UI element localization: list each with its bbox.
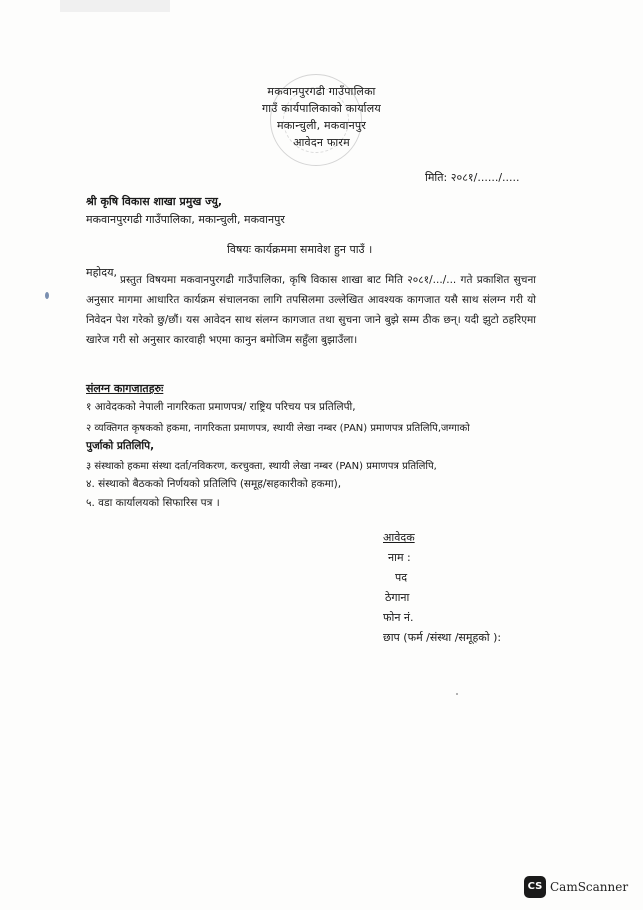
recipient-line-2: मकवानपुरगढी गाउँपालिका, मकान्चुली, मकवानपुर — [86, 213, 285, 226]
camscanner-watermark: CamScanner — [550, 880, 629, 894]
attachment-item: ५. वडा कार्यालयको सिफारिस पत्र । — [86, 497, 220, 509]
applicant-post-field: पद — [395, 571, 408, 584]
applicant-seal-field: छाप (फर्म /संस्था /समूहको ): — [383, 631, 502, 644]
date-line: मिति: २०८१/....../..... — [425, 171, 520, 184]
attachment-item: ३ संस्थाको हकमा संस्था दर्ता/नविकरण, करचुक्ता, स्थायी लेखा नम्बर (PAN) प्रमाणपत्र प्रतिलिपि, — [86, 461, 437, 472]
scan-speck — [45, 292, 49, 299]
office-name: मकवानपुरगढी गाउँपालिका — [267, 85, 376, 98]
attachment-item: १ आवेदकको नेपाली नागरिकता प्रमाणपत्र/ राष्ट्रिय परिचय पत्र प्रतिलिपी, — [86, 401, 356, 413]
applicant-heading: आवेदक — [383, 531, 415, 544]
recipient-line-1: श्री कृषि विकास शाखा प्रमुख ज्यु, — [86, 195, 222, 208]
applicant-name-field: नाम : — [388, 551, 411, 564]
attachment-item: पुर्जाको प्रतिलिपि, — [86, 440, 155, 452]
attachment-item: २ व्यक्तिगत कृषकको हकमा, नागरिकता प्रमाणपत्र, स्थायी लेखा नम्बर (PAN) प्रमाणपत्र प्रतिलिपि,जग्गाको — [86, 423, 470, 434]
attachments-heading: संलग्न कागजातहरुः — [86, 382, 164, 395]
applicant-phone-field: फोन नं. — [383, 611, 414, 624]
scan-speck — [456, 693, 458, 695]
office-subtitle: गाउँ कार्यपालिकाको कार्यालय — [262, 102, 381, 115]
scan-edge-shadow — [60, 0, 170, 12]
camscanner-logo: CS — [524, 876, 546, 898]
office-address: मकान्चुली, मकवानपुर — [276, 119, 367, 132]
applicant-address-field: ठेगाना — [385, 591, 410, 604]
attachment-item: ४. संस्थाको बैठकको निर्णयको प्रतिलिपि (समूह/सहकारीको हकमा), — [86, 478, 342, 490]
form-title: आवेदन फारम — [293, 136, 350, 149]
subject-line: विषयः कार्यक्रममा समावेश हुन पाउँ । — [227, 243, 373, 256]
salutation: महोदय, — [86, 266, 117, 279]
body-paragraph: प्रस्तुत विषयमा मकवानपुरगढी गाउँपालिका, कृषि विकास शाखा बाट मिति २०८१/.../... गते प्रकाशित सुचना अनुसार मागमा आधारित कार्यक्रम संचालनका लागि तपसिलमा उल्लेखित आवश्यक कागजात यसै साथ संलग्न गरी यो निवेदन पेश गरेको छु/छौं। यस आवेदन साथ संलग्न कागजात तथा सुचना जाने बुझे सम्म ठीक छन्। यदी झुटो ठहरिएमा खारेज गरी सो अनुसार कारवाही भएमा कानुन बमोजिम सहुँला बुझाउँला। — [86, 274, 536, 346]
